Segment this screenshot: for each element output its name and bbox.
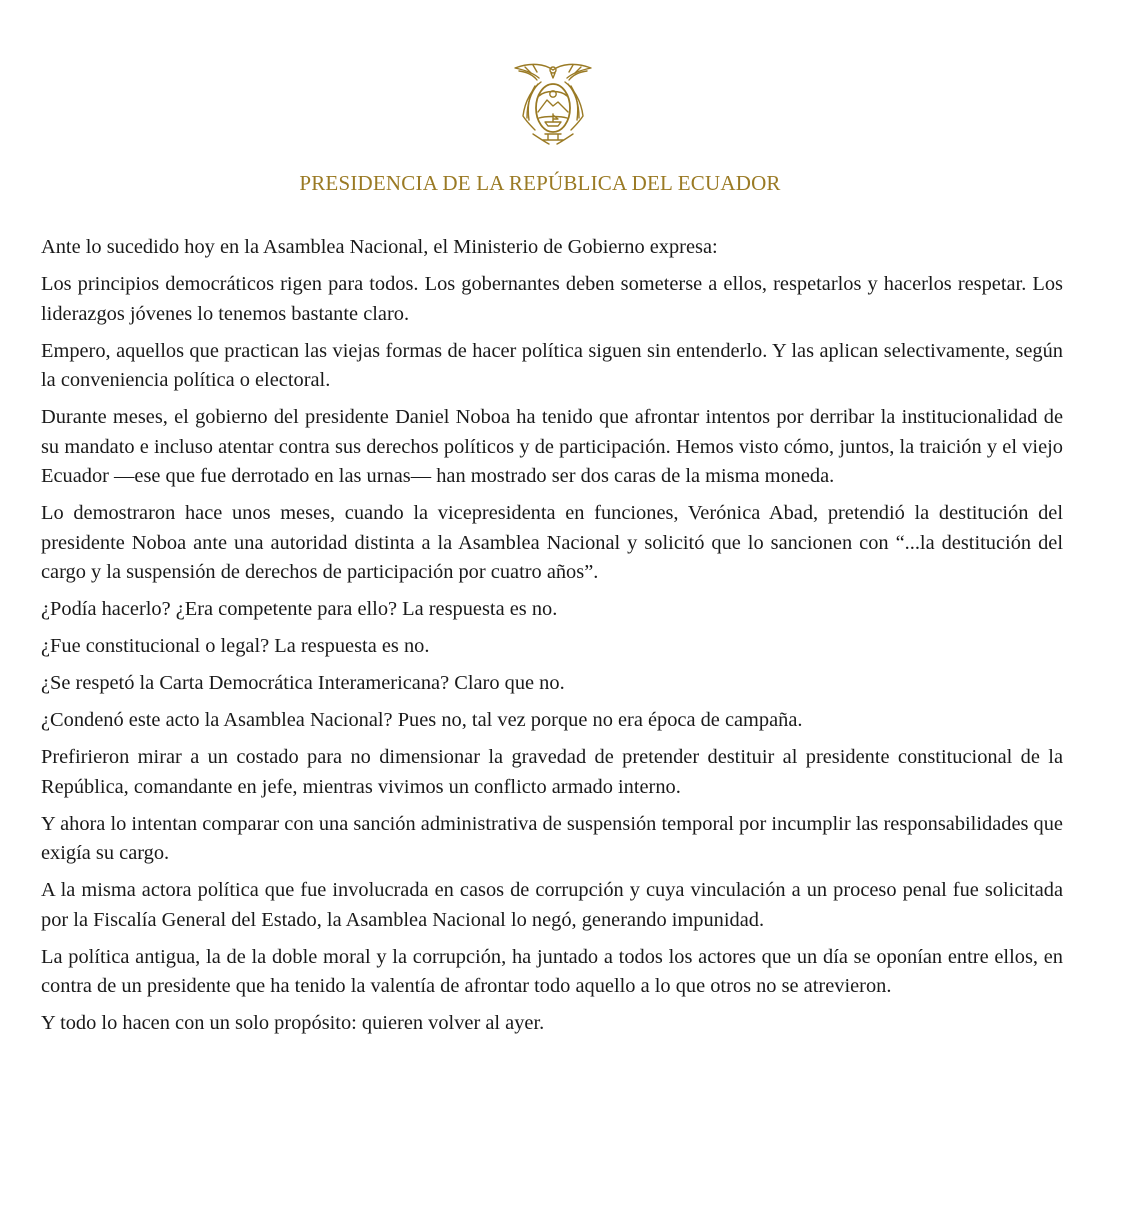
- paragraph: Y todo lo hacen con un solo propósito: quieren volver al ayer.: [41, 1012, 545, 1034]
- paragraph: Ante lo sucedido hoy en la Asamblea Nacional, el Ministerio de Gobierno expresa:: [41, 236, 718, 258]
- paragraph: Lo demostraron hace unos meses, cuando la vicepresidenta en funciones, Verónica Abad, pretendió la destitución del presidente Noboa ante una autoridad distinta a la Asamblea Nacional y solicitó que lo sancionen con “...la destitución del cargo y la suspensión de derechos de participación por cuatro años”.: [41, 502, 1063, 583]
- paragraph: A la misma actora política que fue involucrada en casos de corrupción y cuya vinculación a un proceso penal fue solicitada por la Fiscalía General del Estado, la Asamblea Nacional lo negó, generando impunidad.: [41, 879, 1063, 931]
- statement-body: [41, 233, 1063, 1046]
- organization-title: PRESIDENCIA DE LA REPÚBLICA DEL ECUADOR: [299, 171, 781, 195]
- paragraph: Empero, aquellos que practican las viejas formas de hacer política siguen sin entenderlo. Y las aplican selectivamente, según la conveniencia política o electoral.: [41, 339, 1063, 391]
- paragraph: Durante meses, el gobierno del presidente Daniel Noboa ha tenido que afrontar intentos por derribar la institucionalidad de su mandato e incluso atentar contra sus derechos políticos y de participación. Hemos visto cómo, juntos, la traición y el viejo Ecuador —ese que fue derrotado en las urnas— han mostrado ser dos caras de la misma moneda.: [41, 406, 1063, 487]
- paragraph: La política antigua, la de la doble moral y la corrupción, ha juntado a todos los actores que un día se oponían entre ellos, en contra de un presidente que ha tenido la valentía de afrontar todo aquello a lo que otros no se atrevieron.: [41, 945, 1063, 997]
- paragraph: ¿Podía hacerlo? ¿Era competente para ello? La respuesta es no.: [41, 598, 558, 620]
- paragraph: ¿Se respetó la Carta Democrática Interamericana? Claro que no.: [41, 672, 565, 694]
- paragraph: Los principios democráticos rigen para todos. Los gobernantes deben someterse a ellos, respetarlos y hacerlos respetar. Los liderazgos jóvenes lo tenemos bastante claro.: [41, 273, 1063, 325]
- paragraph: Prefirieron mirar a un costado para no dimensionar la gravedad de pretender destituir al presidente constitucional de la República, comandante en jefe, mientras vivimos un conflicto armado interno.: [41, 746, 1063, 798]
- ecuador-coat-of-arms-icon: [505, 56, 601, 152]
- paragraph: ¿Condenó este acto la Asamblea Nacional? Pues no, tal vez porque no era época de campaña.: [41, 709, 803, 731]
- paragraph: ¿Fue constitucional o legal? La respuesta es no.: [41, 635, 430, 657]
- paragraph: Y ahora lo intentan comparar con una sanción administrativa de suspensión temporal por incumplir las responsabilidades que exigía su cargo.: [41, 812, 1063, 864]
